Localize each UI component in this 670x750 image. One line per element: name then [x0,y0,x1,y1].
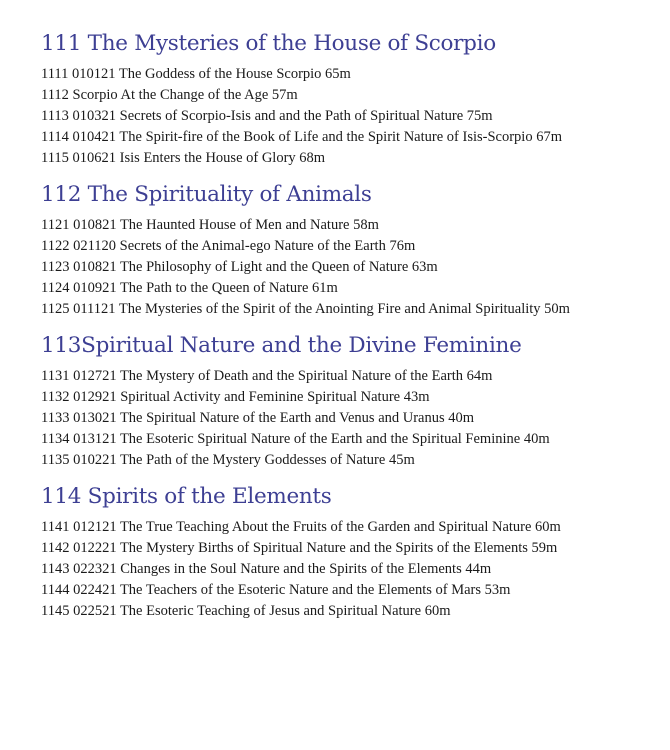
entry-list [41,517,661,622]
list-item: 1141 012121 The True Teaching About the Fruits of the Garden and Spiritual Nature 60m [41,519,561,535]
entry-list [41,215,661,320]
section-112 [41,181,661,320]
list-item: 1122 021120 Secrets of the Animal-ego Nature of the Earth 76m [41,238,416,254]
section-113 [41,332,661,471]
list-item: 1114 010421 The Spirit-fire of the Book of Life and the Spirit Nature of Isis-Scorpio 67m [41,129,562,145]
list-item: 1143 022321 Changes in the Soul Nature and the Spirits of the Elements 44m [41,561,492,577]
list-item: 1121 010821 The Haunted House of Men and Nature 58m [41,217,379,233]
list-item: 1124 010921 The Path to the Queen of Nature 61m [41,280,338,296]
list-item: 1125 011121 The Mysteries of the Spirit of the Anointing Fire and Animal Spirituality 50m [41,301,570,317]
list-item: 1113 010321 Secrets of Scorpio-Isis and and the Path of Spiritual Nature 75m [41,108,493,124]
list-item: 1132 012921 Spiritual Activity and Feminine Spiritual Nature 43m [41,389,430,405]
list-item: 1115 010621 Isis Enters the House of Glory 68m [41,150,326,166]
document-page [41,30,661,634]
section-title: 111 The Mysteries of the House of Scorpio [41,31,496,56]
section-111 [41,30,661,169]
list-item: 1145 022521 The Esoteric Teaching of Jesus and Spiritual Nature 60m [41,603,451,619]
entry-list [41,64,661,169]
list-item: 1123 010821 The Philosophy of Light and the Queen of Nature 63m [41,259,438,275]
list-item: 1111 010121 The Goddess of the House Scorpio 65m [41,66,351,82]
section-title: 114 Spirits of the Elements [41,484,332,509]
section-title: 112 The Spirituality of Animals [41,182,372,207]
list-item: 1134 013121 The Esoteric Spiritual Nature of the Earth and the Spiritual Feminine 40m [41,431,550,447]
list-item: 1144 022421 The Teachers of the Esoteric Nature and the Elements of Mars 53m [41,582,511,598]
list-item: 1135 010221 The Path of the Mystery Goddesses of Nature 45m [41,452,415,468]
section-114 [41,483,661,622]
list-item: 1142 012221 The Mystery Births of Spiritual Nature and the Spirits of the Elements 59m [41,540,558,556]
entry-list [41,366,661,471]
list-item: 1112 Scorpio At the Change of the Age 57m [41,87,298,103]
list-item: 1133 013021 The Spiritual Nature of the Earth and Venus and Uranus 40m [41,410,475,426]
list-item: 1131 012721 The Mystery of Death and the Spiritual Nature of the Earth 64m [41,368,493,384]
section-title: 113Spiritual Nature and the Divine Feminine [41,333,522,358]
